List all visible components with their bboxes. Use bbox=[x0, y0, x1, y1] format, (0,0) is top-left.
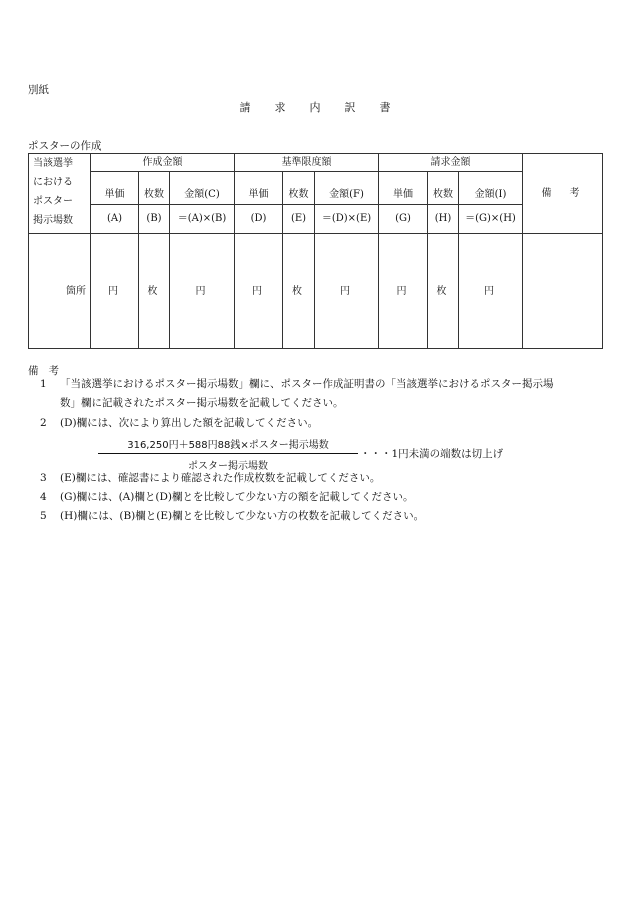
polling-place-count-header: 当該選挙 における ポスター 掲示場数 bbox=[29, 154, 91, 234]
note-3: 3 (E)欄には、確認書により確認された作成枚数を記載してください。 bbox=[40, 472, 381, 484]
amount-f-header: 金額(F) bbox=[315, 172, 379, 205]
count-e-header: 枚数 bbox=[283, 172, 315, 205]
symbol-f: ＝(D)×(E) bbox=[315, 205, 379, 234]
symbol-a: (A) bbox=[91, 205, 139, 234]
unit-cell-g: 円 bbox=[379, 234, 428, 349]
formula-numerator: 316,250円＋588円88銭×ポスター掲示場数 bbox=[127, 440, 329, 451]
count-b-header: 枚数 bbox=[139, 172, 170, 205]
note-2: 2 (D)欄には、次により算出した額を記載してください。 bbox=[40, 417, 319, 429]
amount-c-header: 金額(C) bbox=[170, 172, 235, 205]
unit-cell-a: 円 bbox=[91, 234, 139, 349]
attachment-label: 別紙 bbox=[28, 84, 49, 96]
unit-cell-b: 枚 bbox=[139, 234, 170, 349]
amount-i-header: 金額(I) bbox=[459, 172, 523, 205]
remarks-column-header: 備 考 bbox=[523, 154, 603, 234]
unit-cell-i: 円 bbox=[459, 234, 523, 349]
section-label: ポスターの作成 bbox=[28, 140, 102, 152]
symbol-h: (H) bbox=[428, 205, 459, 234]
symbol-e: (E) bbox=[283, 205, 315, 234]
production-amount-header: 作成金額 bbox=[91, 154, 235, 172]
symbol-i: ＝(G)×(H) bbox=[459, 205, 523, 234]
unit-cell-h: 枚 bbox=[428, 234, 459, 349]
claim-amount-header: 請求金額 bbox=[379, 154, 523, 172]
remarks-heading: 備考 bbox=[28, 365, 69, 377]
count-h-header: 枚数 bbox=[428, 172, 459, 205]
calculation-formula bbox=[98, 436, 358, 472]
unit-cell-places: 箇所 bbox=[29, 234, 91, 349]
symbol-c: ＝(A)×(B) bbox=[170, 205, 235, 234]
standard-limit-header: 基準限度額 bbox=[235, 154, 379, 172]
remarks-cell bbox=[523, 234, 603, 349]
symbol-g: (G) bbox=[379, 205, 428, 234]
document-title: 請求内訳書 bbox=[239, 101, 415, 114]
unit-price-g-header: 単価 bbox=[379, 172, 428, 205]
unit-cell-c: 円 bbox=[170, 234, 235, 349]
unit-price-a-header: 単価 bbox=[91, 172, 139, 205]
unit-cell-f: 円 bbox=[315, 234, 379, 349]
formula-denominator: ポスター掲示場数 bbox=[188, 461, 268, 472]
symbol-d: (D) bbox=[235, 205, 283, 234]
note-1: 1 「当該選挙におけるポスター掲示場数」欄に、ポスター作成証明書の「当該選挙におけるポスター掲示場 数」欄に記載されたポスター掲示場数を記載してください。 bbox=[40, 378, 554, 409]
symbol-b: (B) bbox=[139, 205, 170, 234]
note-5: 5 (H)欄には、(B)欄と(E)欄とを比較して少ない方の枚数を記載してください。 bbox=[40, 510, 425, 522]
unit-cell-d: 円 bbox=[235, 234, 283, 349]
invoice-breakdown-table bbox=[28, 153, 603, 349]
note-4: 4 (G)欄には、(A)欄と(D)欄とを比較して少ない方の額を記載してください。 bbox=[40, 491, 414, 503]
unit-cell-e: 枚 bbox=[283, 234, 315, 349]
unit-price-d-header: 単価 bbox=[235, 172, 283, 205]
rounding-note: ・・・1円未満の端数は切上げ bbox=[360, 448, 504, 460]
